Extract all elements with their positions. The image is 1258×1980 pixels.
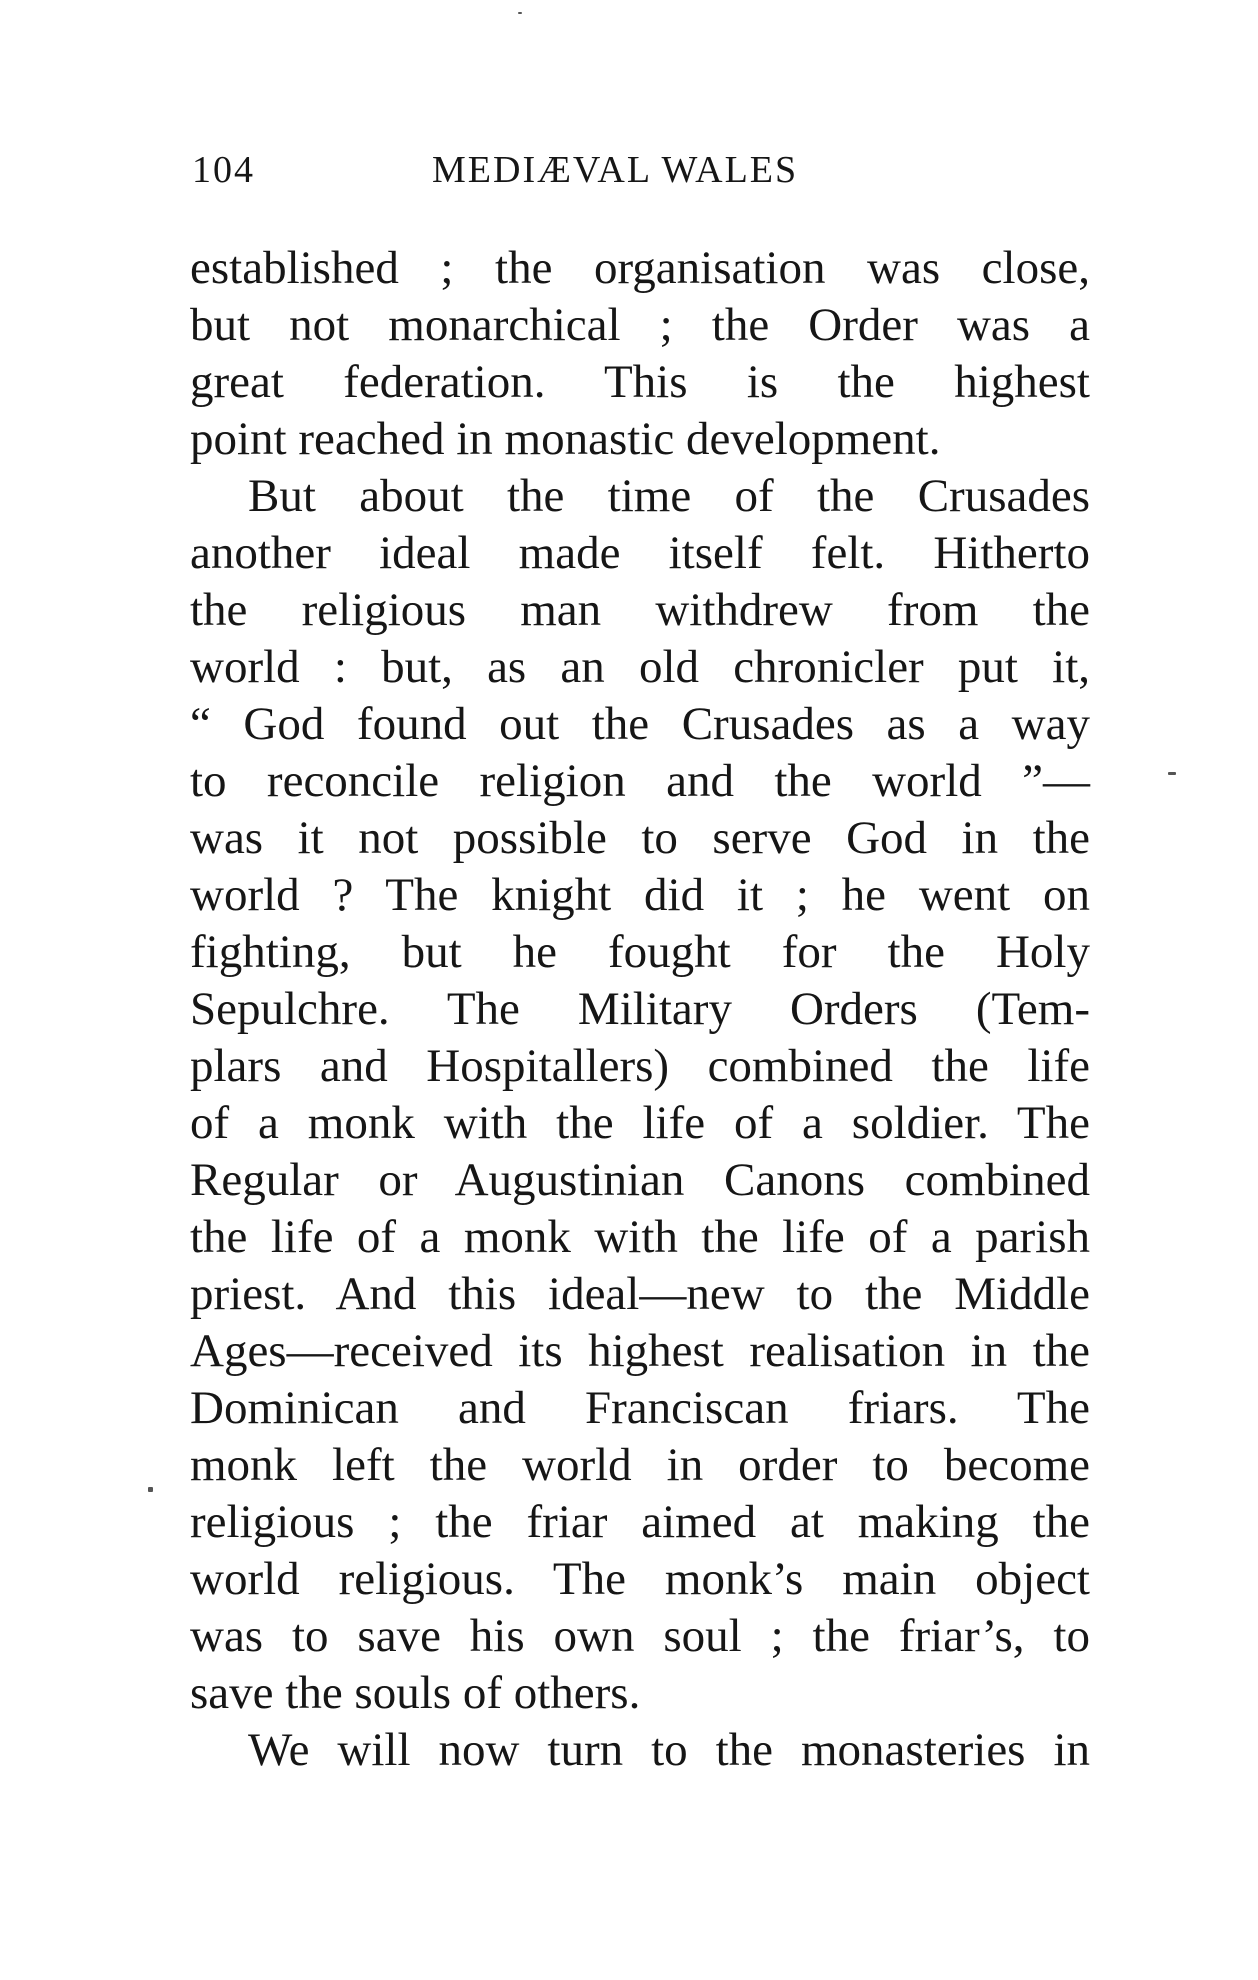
text-line: monk left the world in order to become — [190, 1439, 1090, 1491]
text-line: world : but, as an old chronicler put it, — [190, 641, 1090, 693]
text-line: was to save his own soul ; the friar’s, to — [190, 1610, 1090, 1662]
text-line: but not monarchical ; the Order was a — [190, 299, 1090, 351]
running-head — [192, 148, 872, 192]
text-line: plars and Hospitallers) combined the life — [190, 1040, 1090, 1092]
text-line: Sepulchre. The Military Orders (Tem- — [190, 983, 1090, 1035]
text-line: point reached in monastic development. — [190, 413, 941, 465]
text-line: of a monk with the life of a soldier. The — [190, 1097, 1090, 1149]
text-line: to reconcile religion and the world ”— — [190, 755, 1090, 807]
text-line: Ages—received its highest realisation in the — [190, 1325, 1090, 1377]
text-line: We will now turn to the monasteries in — [248, 1724, 1090, 1776]
text-line: was it not possible to serve God in the — [190, 812, 1090, 864]
margin-mark — [148, 1487, 153, 1492]
text-line: another ideal made itself felt. Hitherto — [190, 527, 1090, 579]
running-title: MEDIÆVAL WALES — [432, 149, 799, 191]
text-line: “ God found out the Crusades as a way — [190, 698, 1090, 750]
text-line: great federation. This is the highest — [190, 356, 1090, 408]
body-text — [190, 240, 1090, 1779]
text-line: the life of a monk with the life of a parish — [190, 1211, 1090, 1263]
text-line: Regular or Augustinian Canons combined — [190, 1154, 1090, 1206]
text-line: priest. And this ideal—new to the Middle — [190, 1268, 1090, 1320]
text-line: world religious. The monk’s main object — [190, 1553, 1090, 1605]
text-line: save the souls of others. — [190, 1667, 641, 1719]
text-line: Dominican and Franciscan friars. The — [190, 1382, 1090, 1434]
text-line: established ; the organisation was close, — [190, 242, 1090, 294]
text-line: world ? The knight did it ; he went on — [190, 869, 1090, 921]
text-line: the religious man withdrew from the — [190, 584, 1090, 636]
margin-mark — [518, 12, 522, 14]
text-line: fighting, but he fought for the Holy — [190, 926, 1090, 978]
margin-mark — [1168, 772, 1176, 775]
page-number: 104 — [192, 149, 255, 191]
text-line: But about the time of the Crusades — [248, 470, 1090, 522]
text-line: religious ; the friar aimed at making the — [190, 1496, 1090, 1548]
